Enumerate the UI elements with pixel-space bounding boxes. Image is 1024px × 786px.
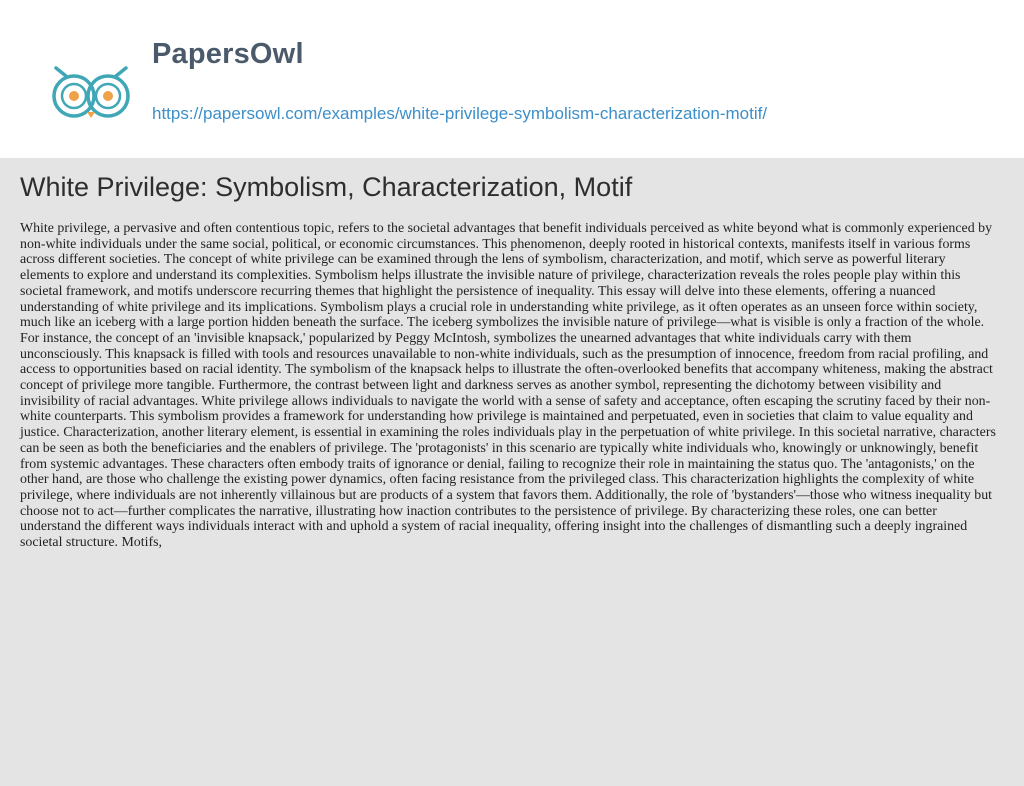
owl-eyes-icon[interactable]	[46, 60, 136, 122]
page-url-link[interactable]: https://papersowl.com/examples/white-privilege-symbolism-characterization-motif/	[152, 104, 768, 123]
brand-name[interactable]: PapersOwl	[152, 38, 304, 70]
article-body: White privilege, a pervasive and often contentious topic, refers to the societal advantages that benefit individuals perceived as white beyond what is commonly experienced by non-white individuals under the same social, political, or economic circumstances. This phenomenon, deeply rooted in historical contexts, manifests itself in various forms across different societies. The concept of white privilege can be examined through the lens of symbolism, characterization, and motif, which serve as powerful literary elements to explore and understand its complexities. Symbolism helps illustrate the invisible nature of privilege, characterization reveals the roles people play within this societal framework, and motifs underscore recurring themes that highlight the persistence of inequality. This essay will delve into these elements, offering a nuanced understanding of white privilege and its implications. Symbolism plays a crucial role in understanding white privilege, as it often operates as an unseen force within society, much like an iceberg with a large portion hidden beneath the surface. The iceberg symbolizes the invisible nature of privilege—what is visible is only a fraction of the whole. For instance, the concept of an 'invisible knapsack,' popularized by Peggy McIntosh, symbolizes the unearned advantages that white individuals carry with them unconsciously. This knapsack is filled with tools and resources unavailable to non-white individuals, such as the presumption of innocence, freedom from racial profiling, and access to opportunities based on racial identity. The symbolism of the knapsack helps to illustrate the often-overlooked benefits that accompany whiteness, making the abstract concept of privilege more tangible. Furthermore, the contrast between light and darkness serves as another symbol, representing the dichotomy between visibility and invisibility of racial advantages. White privilege allows individuals to navigate the world with a sense of safety and acceptance, often escaping the scrutiny faced by their non-white counterparts. This symbolism provides a framework for understanding how privilege is maintained and perpetuated, even in societies that claim to value equality and justice. Characterization, another literary element, is essential in examining the roles individuals play in the perpetuation of white privilege. In this societal narrative, characters can be seen as both the beneficiaries and the enablers of privilege. The 'protagonists' in this scenario are typically white individuals who, knowingly or unknowingly, benefit from systemic advantages. These characters often embody traits of ignorance or denial, failing to recognize their role in maintaining the status quo. The 'antagonists,' on the other hand, are those who challenge the existing power dynamics, often facing resistance from the privileged class. This characterization highlights the complexity of white privilege, where individuals are not inherently villainous but are products of a system that favors them. Additionally, the role of 'bystanders'—those who witness inequality but choose not to act—further complicates the narrative, illustrating how inaction contributes to the persistence of privilege. By characterizing these roles, one can better understand the different ways individuals interact with and uphold a system of racial inequality, offering insight into the challenges of dismantling such a deeply ingrained societal structure. Motifs,	[20, 221, 996, 551]
page-header	[0, 0, 1024, 158]
article-title: White Privilege: Symbolism, Characterization, Motif	[20, 172, 633, 202]
